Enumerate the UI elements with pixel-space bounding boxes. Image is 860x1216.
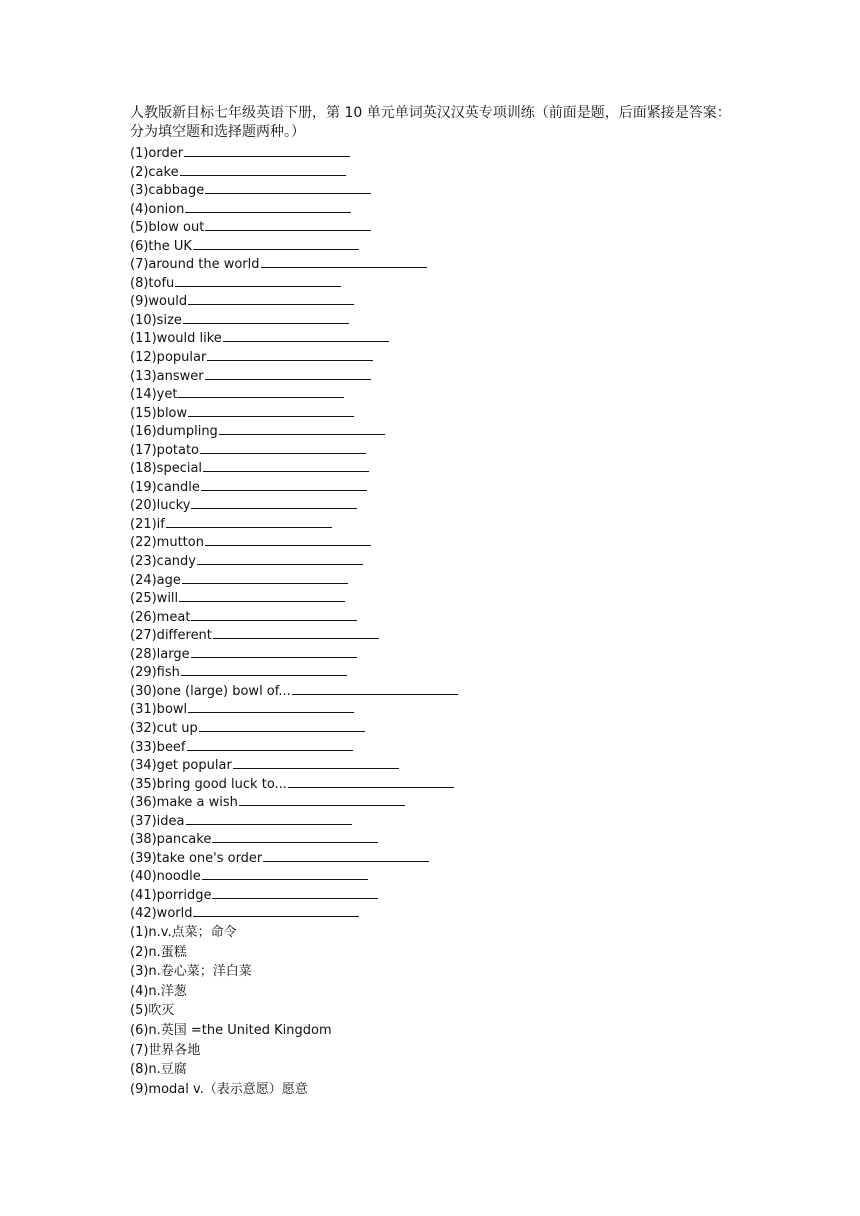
question-item [130,571,740,590]
answer-blank [188,404,354,417]
question-text: (3)cabbage [130,183,205,199]
question-text: (9)would [130,294,188,310]
question-item [130,329,740,348]
question-item [130,886,740,905]
question-text: (31)bowl [130,702,188,718]
answer-blank [187,738,353,751]
question-item [130,478,740,497]
question-text: (7)around the world [130,257,260,273]
document-content [130,104,740,1099]
answer-blank [178,385,344,398]
question-text: (2)cake [130,164,179,180]
question-text: (28)large [130,646,190,662]
answer-blank [186,812,352,825]
question-item [130,830,740,849]
answer-blank [219,422,385,435]
answer-blank [261,255,427,268]
question-item [130,292,740,311]
answer-blank [199,719,365,732]
answer-item: (4)n.洋葱 [130,983,187,999]
question-item [130,626,740,645]
question-item [130,163,740,182]
question-list [130,144,740,923]
question-item [130,849,740,868]
answer-blank [175,274,341,287]
question-item [130,348,740,367]
question-item [130,719,740,738]
answer-item: (5)吹灭 [130,1003,175,1019]
question-item [130,237,740,256]
answer-blank [212,830,378,843]
answer-blank [212,886,378,899]
question-text: (23)candy [130,554,196,570]
question-text: (37)idea [130,813,185,829]
answer-blank [205,181,371,194]
question-item [130,311,740,330]
question-text: (21)if [130,516,165,532]
answer-blank [200,441,366,454]
answer-blank [180,163,346,176]
question-item [130,274,740,293]
question-text: (27)different [130,628,212,644]
question-item [130,441,740,460]
question-item [130,738,740,757]
answer-blank [197,552,363,565]
answer-item: (3)n.卷心菜；洋白菜 [130,964,252,980]
answer-blank [191,645,357,658]
question-item [130,255,740,274]
answer-blank [205,533,371,546]
question-text: (12)popular [130,350,207,366]
answer-blank [188,700,354,713]
question-text: (16)dumpling [130,424,218,440]
question-item [130,552,740,571]
question-text: (42)world [130,906,193,922]
answer-blank [292,682,458,695]
question-item [130,904,740,923]
answer-item: (6)n.英国 =the United Kingdom [130,1022,332,1038]
question-item [130,700,740,719]
question-item [130,515,740,534]
question-item [130,645,740,664]
answer-list [130,923,740,1099]
question-text: (38)pancake [130,832,212,848]
question-text: (22)mutton [130,535,204,551]
question-item [130,608,740,627]
answer-item: (9)modal v.（表示意愿）愿意 [130,1081,308,1097]
question-item [130,496,740,515]
answer-blank [205,367,371,380]
answer-blank [188,292,354,305]
answer-blank [193,237,359,250]
question-item [130,200,740,219]
question-text: (40)noodle [130,869,201,885]
answer-blank [185,200,351,213]
question-item [130,385,740,404]
answer-blank [288,775,454,788]
question-text: (32)cut up [130,720,198,736]
answer-blank [191,608,357,621]
question-text: (39)take one's order [130,850,263,866]
answer-blank [179,589,345,602]
question-text: (26)meat [130,609,191,625]
answer-item: (2)n.蛋糕 [130,944,187,960]
question-text: (41)porridge [130,887,212,903]
question-text: (36)make a wish [130,795,238,811]
question-text: (6)the UK [130,238,192,254]
answer-blank [203,459,369,472]
question-text: (18)special [130,461,203,477]
question-text: (24)age [130,572,181,588]
answer-item: (8)n.豆腐 [130,1062,187,1078]
question-text: (1)order [130,146,184,161]
answer-blank [213,626,379,639]
question-text: (20)lucky [130,498,191,514]
answer-blank [191,496,357,509]
question-text: (30)one (large) bowl of... [130,683,291,699]
question-text: (25)will [130,591,179,607]
question-text: (4)onion [130,201,185,217]
answer-blank [263,849,429,862]
answer-blank [181,663,347,676]
question-item [130,533,740,552]
question-item [130,775,740,794]
question-text: (5)blow out [130,220,205,236]
question-text: (29)fish [130,665,180,681]
question-item [130,812,740,831]
question-item [130,793,740,812]
question-text: (11)would like [130,331,222,347]
question-text: (19)candle [130,479,200,495]
question-item [130,867,740,886]
question-text: (33)beef [130,739,186,755]
answer-blank [233,756,399,769]
answer-blank [166,515,332,528]
question-item [130,589,740,608]
question-text: (34)get popular [130,758,232,774]
question-item [130,682,740,701]
question-item [130,144,740,163]
question-text: (13)answer [130,368,204,384]
question-item [130,756,740,775]
question-item [130,367,740,386]
answer-blank [239,793,405,806]
question-text: (15)blow [130,405,188,421]
answer-item: (1)n.v.点菜；命令 [130,924,237,940]
answer-blank [223,329,389,342]
question-text: (10)size [130,312,182,328]
question-text: (17)potato [130,442,200,458]
answer-item: (7)世界各地 [130,1042,201,1058]
question-item [130,181,740,200]
question-item [130,218,740,237]
question-item [130,459,740,478]
answer-blank [205,218,371,231]
answer-blank [193,904,359,917]
answer-blank [184,144,350,157]
question-text: (14)yet [130,387,178,403]
answer-blank [202,867,368,880]
question-item [130,663,740,682]
answer-blank [201,478,367,491]
answer-blank [182,571,348,584]
question-text: (35)bring good luck to... [130,776,287,792]
document-title: 人教版新目标七年级英语下册，第 10 单元单词英汉汉英专项训练（前面是题，后面紧接是答案：分为填空题和选择题两种。） [130,105,731,140]
answer-blank [183,311,349,324]
question-item [130,422,740,441]
answer-blank [207,348,373,361]
question-text: (8)tofu [130,275,175,291]
question-item [130,404,740,423]
